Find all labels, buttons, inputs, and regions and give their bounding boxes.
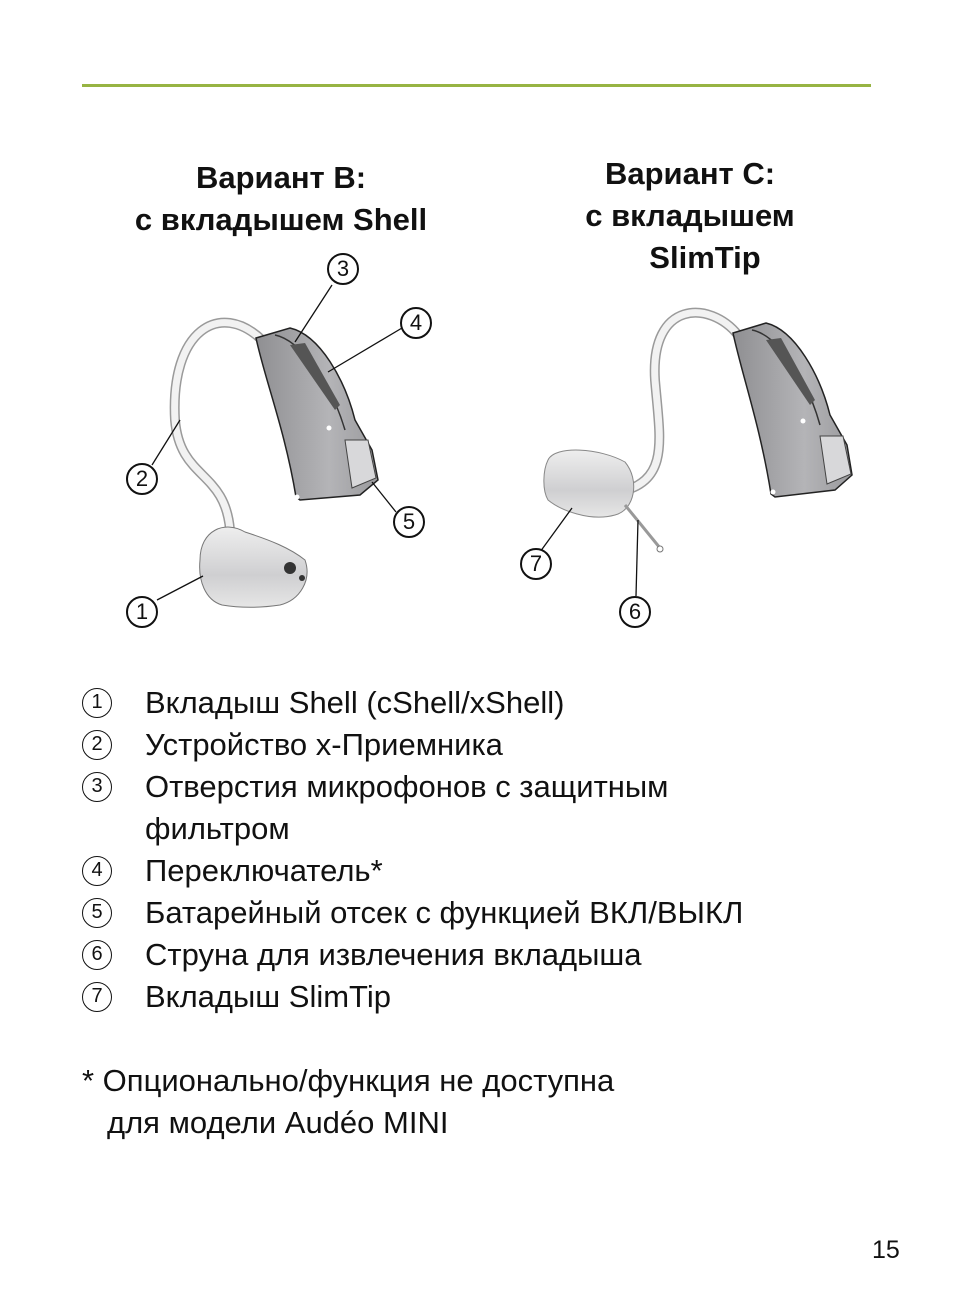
legend-number: 1 xyxy=(82,688,112,718)
callout-7: 7 xyxy=(520,548,552,580)
legend-item: 3 Отверстия микрофонов с защитным фильтром xyxy=(82,766,882,850)
parts-legend xyxy=(82,682,882,1018)
variant-b-title: Вариант B: с вкладышем Shell xyxy=(134,160,428,237)
legend-item: 7 Вкладыш SlimTip xyxy=(82,976,882,1018)
legend-number: 3 xyxy=(82,772,112,802)
legend-item: 4 Переключатель* xyxy=(82,850,882,892)
legend-number: 5 xyxy=(82,898,112,928)
legend-number: 7 xyxy=(82,982,112,1012)
callout-6: 6 xyxy=(619,596,651,628)
legend-number: 6 xyxy=(82,940,112,970)
callout-4: 4 xyxy=(400,307,432,339)
callout-3: 3 xyxy=(327,253,359,285)
variant-c-device xyxy=(540,313,852,596)
legend-number: 2 xyxy=(82,730,112,760)
legend-item: 1 Вкладыш Shell (cShell/xShell) xyxy=(82,682,882,724)
callout-5: 5 xyxy=(393,506,425,538)
callout-2: 2 xyxy=(126,463,158,495)
page-number: 15 xyxy=(872,1236,900,1264)
legend-item: 5 Батарейный отсек с функцией ВКЛ/ВЫКЛ xyxy=(82,892,882,934)
legend-item: 2 Устройство x-Приемника xyxy=(82,724,882,766)
callout-1: 1 xyxy=(126,596,158,628)
footnote: * Опционально/функция не доступна для модели Audéo MINI xyxy=(82,1063,615,1140)
legend-item: 6 Струна для извлечения вкладыша xyxy=(82,934,882,976)
legend-number: 4 xyxy=(82,856,112,886)
variant-b-device xyxy=(152,285,402,607)
variant-c-title: Вариант C: с вкладышем SlimTip xyxy=(585,156,795,275)
